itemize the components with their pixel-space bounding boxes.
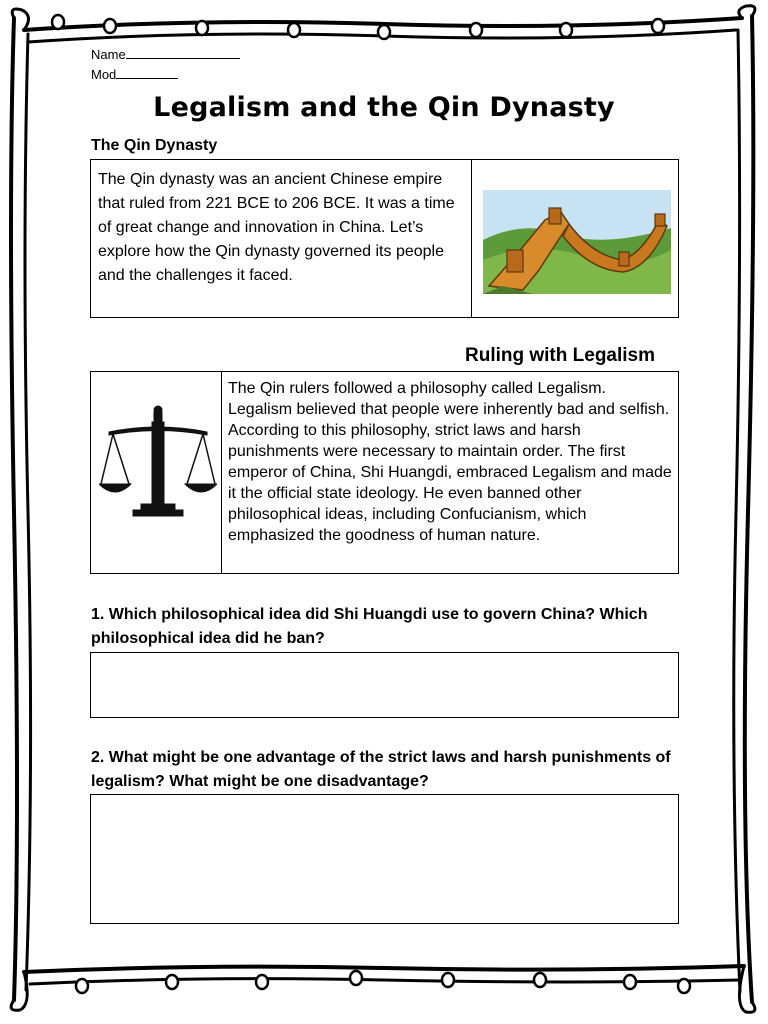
scales-of-justice-icon [99, 404, 217, 520]
question-2: 2. What might be one advantage of the strict laws and harsh punishments of legalism? What might be one disadvantage? [91, 749, 671, 790]
great-wall-illustration [483, 190, 671, 294]
legalism-box [90, 371, 679, 574]
qin-dynasty-box [90, 159, 679, 318]
legalism-text: The Qin rulers followed a philosophy called Legalism. Legalism believed that people were inherently bad and selfish. According to this philosophy, strict laws and harsh punishments were necessary to maintain order. The first emperor of China, Shi Huangdi, embraced Legalism and made it the official state ideology. He even banned other philosophical ideas, including Confucianism, which emphasized the goodness of human nature. [228, 380, 672, 544]
box-divider [471, 160, 472, 317]
answer-box-2[interactable] [90, 794, 679, 924]
section-heading-qin-dynasty: The Qin Dynasty [91, 137, 218, 154]
answer-box-1[interactable] [90, 652, 679, 718]
name-label: Name [91, 47, 126, 62]
mod-blank[interactable] [116, 66, 178, 79]
question-1: 1. Which philosophical idea did Shi Huangdi use to govern China? Which philosophical idea did he ban? [91, 606, 648, 647]
name-blank[interactable] [126, 46, 240, 59]
mod-label: Mod [91, 67, 117, 82]
name-field[interactable] [91, 46, 240, 62]
qin-dynasty-text: The Qin dynasty was an ancient Chinese empire that ruled from 221 BCE to 206 BCE. It was a time of great change and innovation in China. Let’s explore how the Qin dynasty governed its people and the challenges it faced. [98, 171, 455, 284]
box-divider [221, 372, 222, 573]
page-title: Legalism and the Qin Dynasty [153, 92, 615, 123]
mod-field[interactable] [91, 66, 178, 82]
section-heading-ruling-legalism: Ruling with Legalism [465, 345, 656, 366]
